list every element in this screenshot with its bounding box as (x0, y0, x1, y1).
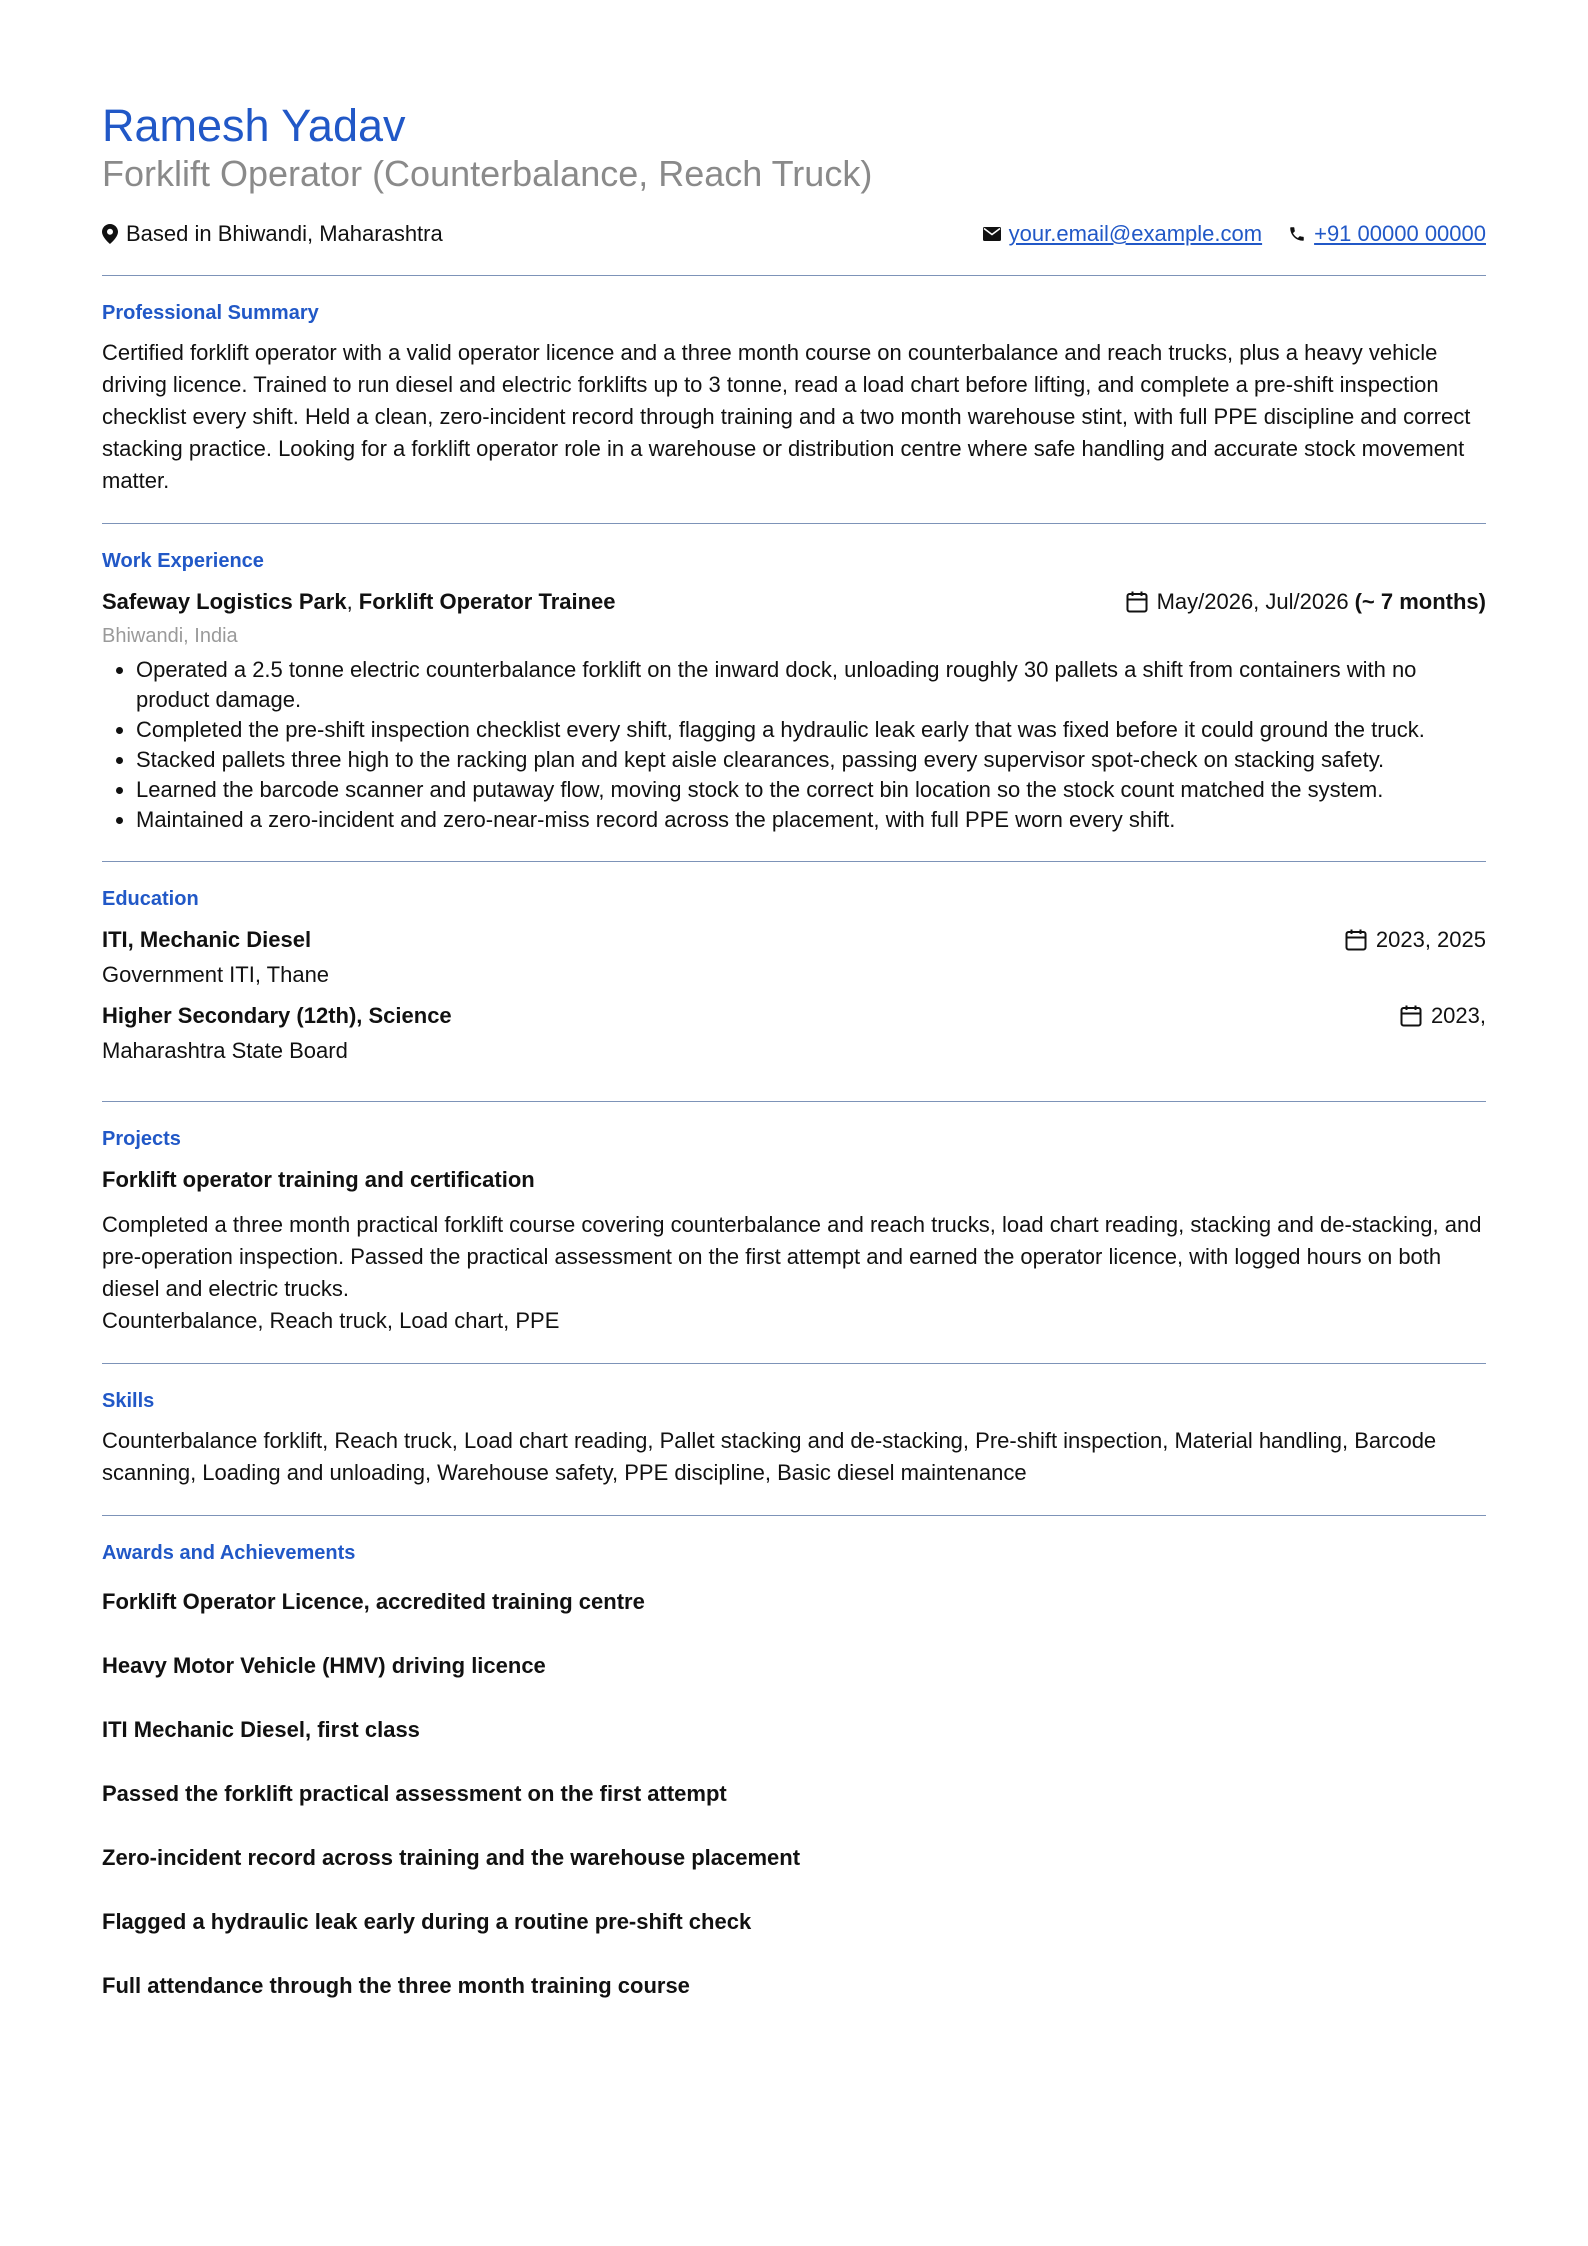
envelope-icon (983, 227, 1001, 241)
awards-heading: Awards and Achievements (102, 1541, 356, 1564)
award-item: Full attendance through the three month training course (102, 1972, 690, 1998)
contact-links (957, 221, 1486, 247)
experience-date-range: May/2026, Jul/2026 (1156, 588, 1349, 614)
projects-section (102, 1102, 1486, 1363)
email-link[interactable]: your.email@example.com (1008, 220, 1263, 246)
summary-text: Certified forklift operator with a valid operator licence and a three month course on counterbalance and reach trucks, plus a heavy vehicle driving licence. Trained to run diesel and electric forklifts up to 3 tonne, read a load chart before lifting, and complete a pre-shift inspection checklist every shift. Held a clean, zero-incident record through training and a two month warehouse stint, with full PPE discipline and correct stacking practice. Looking for a forklift operator role in a warehouse or distribution centre where safe handling and accurate stock movement matter. (102, 339, 1471, 493)
skills-heading: Skills (102, 1389, 155, 1412)
calendar-icon (1399, 1004, 1423, 1028)
project-description: Completed a three month practical forklift course covering counterbalance and reach trucks, load chart reading, stacking and de-stacking, and pre-operation inspection. Passed the practical assessment on the first attempt and earned the operator licence, with logged hours on both diesel and electric trucks. (102, 1211, 1482, 1301)
calendar-icon (1125, 590, 1149, 614)
contact-row (102, 217, 1486, 251)
award-item: Heavy Motor Vehicle (HMV) driving licence (102, 1652, 546, 1678)
degree-name: ITI, Mechanic Diesel (102, 926, 312, 952)
education-dates (1399, 999, 1486, 1033)
phone-link[interactable]: +91 00000 00000 (1314, 220, 1486, 246)
summary-heading: Professional Summary (102, 301, 319, 324)
education-date-range: 2023, 2025 (1375, 926, 1486, 952)
education-entry-header (102, 999, 1486, 1033)
awards-list (102, 1577, 1486, 2001)
experience-section (102, 524, 1486, 861)
experience-title: Safeway Logistics Park, Forklift Operator Trainee (102, 588, 616, 614)
location-info (102, 221, 443, 247)
award-item: Forklift Operator Licence, accredited training centre (102, 1588, 645, 1614)
calendar-icon (1344, 928, 1368, 952)
list-item: • Completed the pre-shift inspection checklist every shift, flagging a hydraulic leak early that was fixed before it could ground the truck. (136, 715, 1486, 745)
phone-item (1288, 221, 1486, 247)
list-item: • Stacked pallets three high to the racking plan and kept aisle clearances, passing every supervisor spot-check on stacking safety. (136, 745, 1486, 775)
degree-name: Higher Secondary (12th), Science (102, 1002, 452, 1028)
map-pin-icon (102, 224, 118, 244)
company-name: Safeway Logistics Park (102, 588, 347, 614)
experience-duration: (~ 7 months) (1354, 588, 1486, 614)
candidate-name: Ramesh Yadav (102, 100, 406, 151)
school-name: Government ITI, Thane (102, 961, 330, 987)
education-dates (1344, 923, 1486, 957)
project-tags: Counterbalance, Reach truck, Load chart, PPE (102, 1307, 560, 1333)
project-name: Forklift operator training and certification (102, 1166, 535, 1192)
education-entry (102, 999, 1486, 1069)
experience-bullets (102, 655, 1486, 835)
education-entry-header (102, 923, 1486, 957)
education-entry (102, 923, 1486, 993)
award-item: Zero-incident record across training and the warehouse placement (102, 1844, 801, 1870)
email-item (983, 221, 1262, 247)
list-item: • Learned the barcode scanner and putaway flow, moving stock to the correct bin location so the stock count matched the system. (136, 775, 1486, 805)
skills-section (102, 1364, 1486, 1515)
location-text: Based in Bhiwandi, Maharashtra (126, 220, 443, 246)
education-section (102, 862, 1486, 1101)
list-item: • Operated a 2.5 tonne electric counterbalance forklift on the inward dock, unloading roughly 30 pallets a shift from containers with no product damage. (136, 655, 1486, 715)
award-item: ITI Mechanic Diesel, first class (102, 1716, 420, 1742)
list-item: • Maintained a zero-incident and zero-near-miss record across the placement, with full PPE worn every shift. (136, 805, 1486, 835)
experience-location: Bhiwandi, India (102, 624, 238, 647)
award-item: Passed the forklift practical assessment on the first attempt (102, 1780, 727, 1806)
school-name: Maharashtra State Board (102, 1037, 348, 1063)
job-role: Forklift Operator Trainee (358, 588, 616, 614)
experience-entry-header (102, 585, 1486, 619)
candidate-title: Forklift Operator (Counterbalance, Reach Truck) (102, 152, 873, 194)
experience-heading: Work Experience (102, 549, 264, 572)
education-date-range: 2023, (1430, 1002, 1486, 1028)
projects-heading: Projects (102, 1127, 181, 1150)
phone-icon (1288, 225, 1306, 243)
awards-section (102, 1516, 1486, 2061)
education-heading: Education (102, 887, 199, 910)
experience-dates (1125, 585, 1486, 619)
award-item: Flagged a hydraulic leak early during a routine pre-shift check (102, 1908, 752, 1934)
skills-text: Counterbalance forklift, Reach truck, Load chart reading, Pallet stacking and de-stacking, Pre-shift inspection, Material handling, Barcode scanning, Loading and unloading, Warehouse safety, PPE discipline, Basic diesel maintenance (102, 1427, 1437, 1485)
summary-section (102, 276, 1486, 523)
